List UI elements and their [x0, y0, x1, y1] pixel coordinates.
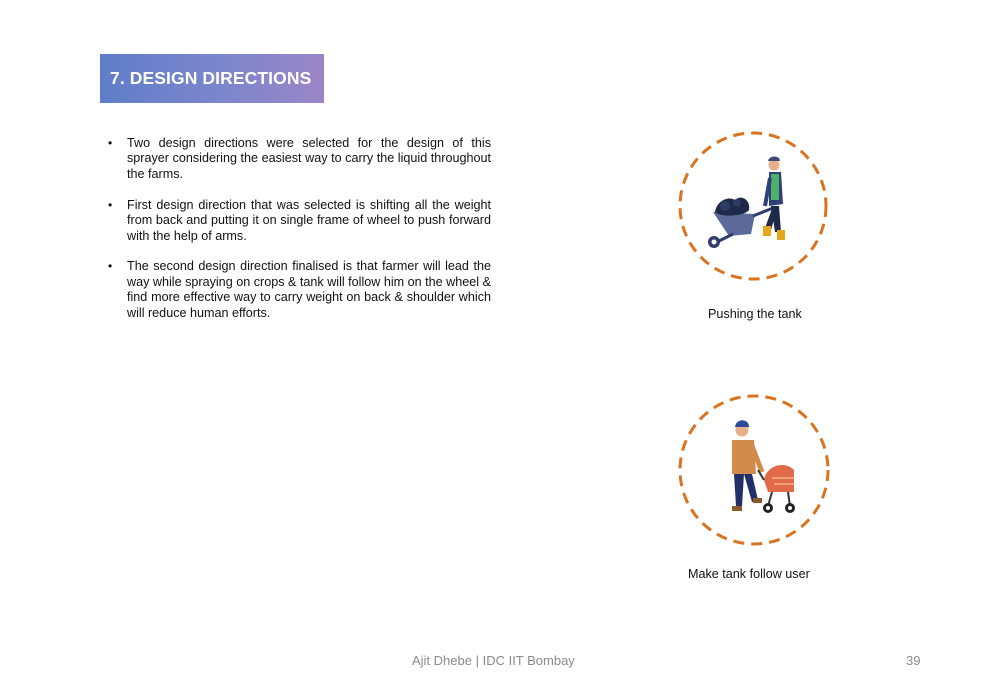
footer-credit: Ajit Dhebe | IDC IIT Bombay [412, 653, 575, 668]
list-item-text: Two design directions were selected for the design of this sprayer considering the easiest way to carry the liquid throughout the farms. [127, 136, 491, 181]
list-item-text: The second design direction finalised is that farmer will lead the way while spraying on crops & tank will follow him on the wheel & find more effective way to carry weight on back & shoulder which will reduce human efforts. [127, 259, 491, 320]
dashed-circle [680, 133, 826, 279]
illustration-caption: Make tank follow user [688, 567, 810, 581]
list-item [108, 198, 491, 244]
bullet-marker: • [108, 136, 113, 150]
person-pushing-wheelbarrow-icon [677, 130, 829, 282]
section-title: 7. DESIGN DIRECTIONS [110, 68, 312, 88]
page-number: 39 [906, 653, 921, 668]
bullet-marker: • [108, 259, 113, 274]
design-direction-list [108, 136, 491, 337]
person-pushing-stroller-icon [676, 394, 832, 546]
illustration-caption: Pushing the tank [708, 307, 802, 321]
list-item [108, 136, 491, 182]
bullet-marker: • [108, 197, 113, 212]
list-item-text: First design direction that was selected is shifting all the weight from back and putting it on single frame of wheel to push forward with the help of arms. [127, 197, 491, 243]
section-title-banner [100, 54, 324, 103]
list-item [108, 259, 491, 321]
